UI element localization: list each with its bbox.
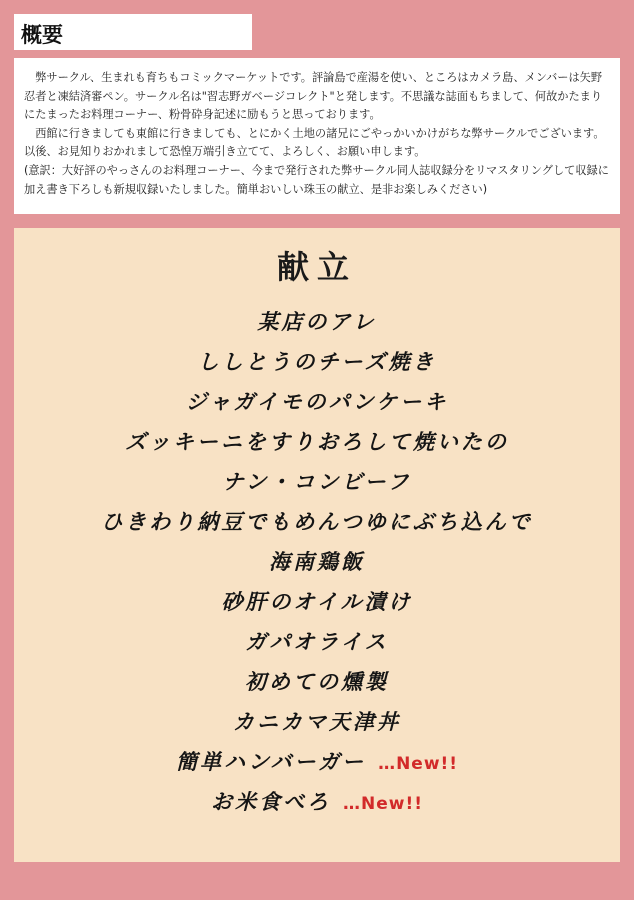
menu-item-name: 某店のアレ xyxy=(257,309,377,334)
menu-item-name: ジャガイモのパンケーキ xyxy=(185,389,449,414)
menu-item-name: ししとうのチーズ焼き xyxy=(197,349,437,374)
description-paragraph-1: 弊サークル、生まれも育ちもコミックマーケットです。評論島で産湯を使い、ところはカメラ島、メンバーは矢野忍者と凍結済審ペン。サークル名は"習志野ガベージコレクト"と発します。不思議な誌面もちまして、何故かたまりにたまったお料理コーナー、粉骨砕身記述に励もうと思っております。 xyxy=(24,71,603,122)
description-paragraph-3: (意訳：大好評のやっさんのお料理コーナー、今まで発行された弊サークル同人誌収録分をリマスタリングして収録に加え書き下ろしも新規収録いたしました。簡単おいしい珠玉の献立、是非お楽しみください) xyxy=(24,163,609,196)
menu-item xyxy=(14,662,620,702)
menu-item-name: 簡単ハンバーガー xyxy=(175,749,367,774)
new-badge: …New!! xyxy=(343,794,423,814)
description-paragraph-2: 西館に行きましても東館に行きましても、とにかく土地の諸兄にごやっかいかけがちな弊サークルでございます。以後、お見知りおかれまして恐惶万端引き立てて、よろしく、お願い申します。 xyxy=(24,126,605,159)
menu-item xyxy=(14,302,620,342)
menu-item xyxy=(14,502,620,542)
menu-box xyxy=(14,228,620,862)
section-title-box xyxy=(14,14,252,50)
menu-item-name: ひきわり納豆でもめんつゆにぶち込んで xyxy=(101,509,533,534)
menu-item xyxy=(14,342,620,382)
section-title: 概要 xyxy=(21,23,63,47)
menu-item xyxy=(14,462,620,502)
menu-item xyxy=(14,702,620,742)
menu-item-name: カニカマ天津丼 xyxy=(233,709,401,734)
description-box xyxy=(14,58,620,214)
menu-item xyxy=(14,542,620,582)
menu-item-name: ガパオライス xyxy=(245,629,389,654)
menu-item-name: ナン・コンビーフ xyxy=(222,469,412,494)
menu-item-name: お米食べろ xyxy=(211,789,332,814)
menu-item xyxy=(14,622,620,662)
new-badge: …New!! xyxy=(378,754,459,774)
menu-item-name: 砂肝のオイル漬け xyxy=(221,589,413,614)
menu-heading: 献立 xyxy=(276,248,357,286)
menu-list xyxy=(14,302,620,822)
menu-item xyxy=(14,422,620,462)
menu-item xyxy=(14,382,620,422)
menu-item xyxy=(14,782,620,822)
menu-item-name: 海南鶏飯 xyxy=(269,549,365,574)
menu-item-name: ズッキーニをすりおろして焼いたの xyxy=(125,429,509,454)
menu-item-name: 初めての燻製 xyxy=(245,669,389,694)
menu-item xyxy=(14,742,620,782)
menu-item xyxy=(14,582,620,622)
